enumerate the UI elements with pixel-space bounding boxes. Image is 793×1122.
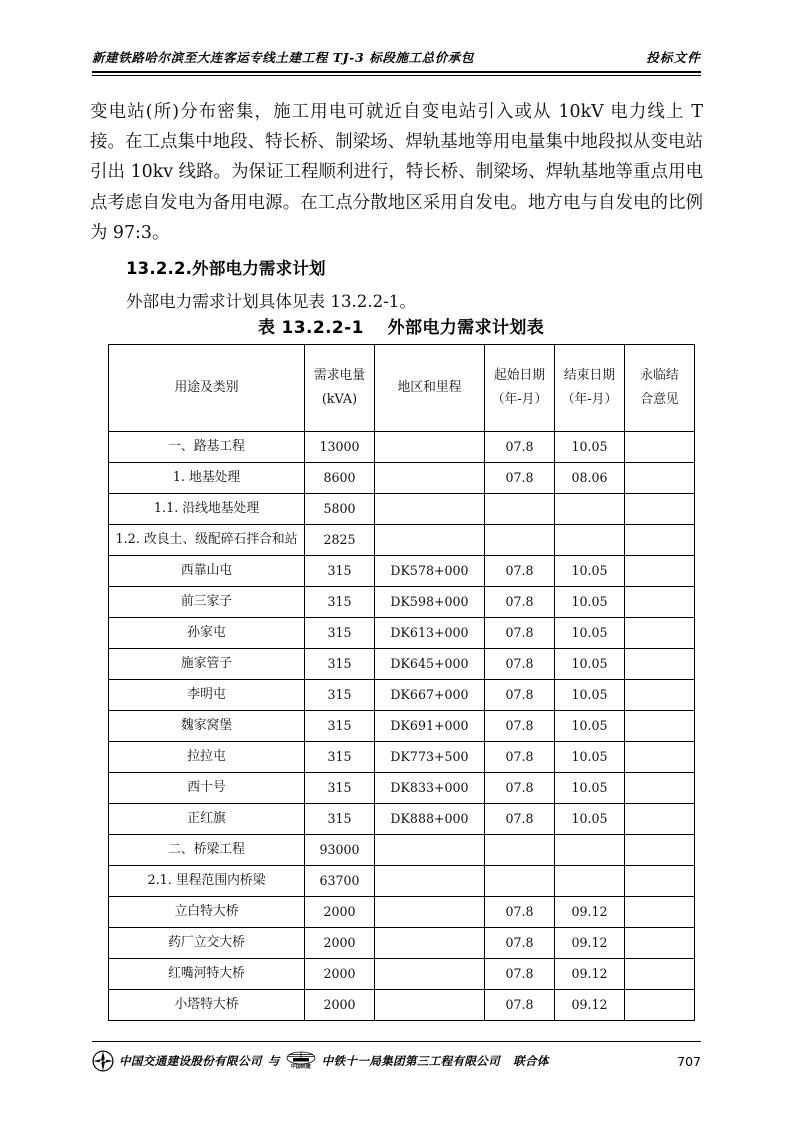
- cell-location: [375, 866, 485, 897]
- table-row: [109, 463, 695, 494]
- cell-end-date: 09.12: [555, 928, 625, 959]
- cell-permanent-note: [625, 432, 695, 463]
- table-row: [109, 959, 695, 990]
- table-row: [109, 525, 695, 556]
- cell-end-date: 10.05: [555, 742, 625, 773]
- cell-end-date: [555, 866, 625, 897]
- cell-end-date: 09.12: [555, 990, 625, 1021]
- cell-start-date: 07.8: [485, 711, 555, 742]
- cell-category: 西靠山屯: [109, 556, 305, 587]
- table-row: [109, 680, 695, 711]
- column-header-demand-line2: (kVA): [321, 392, 358, 407]
- cell-permanent-note: [625, 928, 695, 959]
- cell-category: 西十号: [109, 773, 305, 804]
- cell-permanent-note: [625, 587, 695, 618]
- table-caption: 表 13.2.2-1 外部电力需求计划表: [257, 318, 545, 338]
- cell-location: [375, 463, 485, 494]
- cell-start-date: [485, 525, 555, 556]
- cell-start-date: [485, 866, 555, 897]
- cell-location: [375, 525, 485, 556]
- cell-end-date: 10.05: [555, 432, 625, 463]
- cell-category: 魏家窝堡: [109, 711, 305, 742]
- cell-demand: 93000: [305, 835, 375, 866]
- column-header-location-line1: 地区和里程: [397, 379, 462, 395]
- cell-demand: 5800: [305, 494, 375, 525]
- cell-demand: 2000: [305, 897, 375, 928]
- cell-location: [375, 835, 485, 866]
- column-header-end-date-line1: 结束日期: [563, 367, 616, 383]
- cell-demand: 2000: [305, 959, 375, 990]
- cell-end-date: 10.05: [555, 773, 625, 804]
- cell-start-date: 07.8: [485, 804, 555, 835]
- table-row: [109, 866, 695, 897]
- cell-end-date: 10.05: [555, 556, 625, 587]
- table-row: [109, 432, 695, 463]
- column-header-start-date-line2: （年-月）: [491, 392, 548, 407]
- cell-start-date: [485, 494, 555, 525]
- cell-end-date: 10.05: [555, 618, 625, 649]
- cell-location: DK598+000: [375, 587, 485, 618]
- column-header-demand-line1: 需求电量: [313, 367, 366, 383]
- cell-start-date: 07.8: [485, 463, 555, 494]
- cell-end-date: 10.05: [555, 649, 625, 680]
- cell-demand: 315: [305, 773, 375, 804]
- cell-location: [375, 928, 485, 959]
- footer-conjunction: 与: [267, 1054, 280, 1068]
- cell-category: 孙家屯: [109, 618, 305, 649]
- footer-consortium: [92, 1050, 552, 1072]
- table-row: [109, 990, 695, 1021]
- header-project-title: 新建铁路哈尔滨至大连客运专线土建工程 TJ-3 标段施工总价承包: [92, 50, 475, 65]
- cell-demand: 315: [305, 742, 375, 773]
- cell-start-date: 07.8: [485, 959, 555, 990]
- footer-company-2: 中铁十一局集团第三工程有限公司: [321, 1054, 501, 1068]
- cell-category: 正红旗: [109, 804, 305, 835]
- page-header: [92, 48, 701, 66]
- cell-demand: 2000: [305, 990, 375, 1021]
- table-row: [109, 556, 695, 587]
- cell-start-date: 07.8: [485, 897, 555, 928]
- crcc-logo-caption: 中国铁建: [290, 1064, 311, 1071]
- column-header-permanent-note-line1: 永临结: [640, 367, 679, 383]
- cell-category: 1.2. 改良土、级配碎石拌合和站: [109, 525, 305, 556]
- cell-start-date: 07.8: [485, 928, 555, 959]
- body-paragraph: 变电站(所)分布密集，施工用电可就近自变电站引入或从 10kV 电力线上 T 接。在工点集中地段、特长桥、制梁场、焊轨基地等用电量集中地段拟从变电站引出 10kv 线路。为保证工程顺利进行，特长桥、制梁场、焊轨基地等重点用电点考虑自发电为备用电源。在工点分散地区采用自发电。地方电与自发电的比例为 97:3。: [90, 102, 703, 243]
- cell-category: 一、路基工程: [109, 432, 305, 463]
- table-body: [109, 432, 695, 1021]
- cell-start-date: [485, 835, 555, 866]
- column-header-category: [109, 345, 305, 432]
- cell-permanent-note: [625, 463, 695, 494]
- cell-start-date: 07.8: [485, 742, 555, 773]
- table-row: [109, 618, 695, 649]
- section-heading: 13.2.2.外部电力需求计划: [126, 259, 326, 278]
- cell-location: [375, 959, 485, 990]
- column-header-permanent-note: [625, 345, 695, 432]
- table-row: [109, 494, 695, 525]
- cell-category: 1.1. 沿线地基处理: [109, 494, 305, 525]
- cell-end-date: [555, 525, 625, 556]
- cell-start-date: 07.8: [485, 618, 555, 649]
- column-header-end-date-line2: （年-月）: [561, 392, 618, 407]
- column-header-demand: [305, 345, 375, 432]
- cell-start-date: 07.8: [485, 432, 555, 463]
- table-reference-line: 外部电力需求计划具体见表 13.2.2-1。: [126, 292, 416, 311]
- cell-demand: 315: [305, 587, 375, 618]
- table-row: [109, 835, 695, 866]
- cell-end-date: 08.06: [555, 463, 625, 494]
- table-header-row: [109, 345, 695, 432]
- crcc-logo-block: [286, 1051, 316, 1070]
- cell-permanent-note: [625, 773, 695, 804]
- cell-demand: 315: [305, 618, 375, 649]
- cell-demand: 315: [305, 556, 375, 587]
- cell-start-date: 07.8: [485, 587, 555, 618]
- cell-demand: 2000: [305, 928, 375, 959]
- cell-permanent-note: [625, 897, 695, 928]
- cell-permanent-note: [625, 556, 695, 587]
- cell-permanent-note: [625, 680, 695, 711]
- page-number: 707: [677, 1053, 701, 1069]
- cell-demand: 13000: [305, 432, 375, 463]
- cell-end-date: 10.05: [555, 587, 625, 618]
- cell-demand: 315: [305, 711, 375, 742]
- cell-permanent-note: [625, 959, 695, 990]
- cell-category: 立白特大桥: [109, 897, 305, 928]
- cell-location: DK833+000: [375, 773, 485, 804]
- cell-location: DK578+000: [375, 556, 485, 587]
- cell-permanent-note: [625, 525, 695, 556]
- cell-category: 小塔特大桥: [109, 990, 305, 1021]
- column-header-start-date: [485, 345, 555, 432]
- cell-category: 二、桥梁工程: [109, 835, 305, 866]
- cell-demand: 315: [305, 804, 375, 835]
- column-header-location: [375, 345, 485, 432]
- cell-end-date: 10.05: [555, 680, 625, 711]
- cccc-compass-logo-icon: [92, 1050, 114, 1072]
- cell-category: 1. 地基处理: [109, 463, 305, 494]
- cell-category: 2.1. 里程范围内桥梁: [109, 866, 305, 897]
- cell-category: 红嘴河特大桥: [109, 959, 305, 990]
- cell-start-date: 07.8: [485, 680, 555, 711]
- cell-permanent-note: [625, 835, 695, 866]
- cell-permanent-note: [625, 618, 695, 649]
- cell-end-date: [555, 835, 625, 866]
- cell-category: 拉拉屯: [109, 742, 305, 773]
- cell-end-date: 10.05: [555, 804, 625, 835]
- cell-location: DK645+000: [375, 649, 485, 680]
- table-row: [109, 711, 695, 742]
- cell-category: 李明屯: [109, 680, 305, 711]
- cell-location: [375, 897, 485, 928]
- header-document-type: 投标文件: [646, 50, 701, 65]
- cell-permanent-note: [625, 711, 695, 742]
- cell-category: 药厂立交大桥: [109, 928, 305, 959]
- cell-end-date: 10.05: [555, 711, 625, 742]
- cell-demand: 63700: [305, 866, 375, 897]
- column-header-permanent-note-line2: 合意见: [640, 392, 679, 407]
- cell-location: DK773+500: [375, 742, 485, 773]
- cell-demand: 2825: [305, 525, 375, 556]
- cell-location: DK888+000: [375, 804, 485, 835]
- power-demand-table: [108, 344, 695, 1021]
- cell-demand: 8600: [305, 463, 375, 494]
- column-header-start-date-line1: 起始日期: [493, 367, 546, 383]
- footer-divider-rule: [92, 1041, 701, 1042]
- table-row: [109, 804, 695, 835]
- cell-permanent-note: [625, 990, 695, 1021]
- cell-permanent-note: [625, 804, 695, 835]
- cell-end-date: 09.12: [555, 959, 625, 990]
- cell-location: DK613+000: [375, 618, 485, 649]
- column-header-category-line1: 用途及类别: [174, 379, 239, 395]
- cell-location: DK691+000: [375, 711, 485, 742]
- cell-demand: 315: [305, 649, 375, 680]
- cell-location: [375, 494, 485, 525]
- table-row: [109, 649, 695, 680]
- cell-location: DK667+000: [375, 680, 485, 711]
- cell-permanent-note: [625, 742, 695, 773]
- table-row: [109, 897, 695, 928]
- footer-company-1: 中国交通建设股份有限公司: [119, 1054, 262, 1068]
- cell-start-date: 07.8: [485, 773, 555, 804]
- cell-location: [375, 432, 485, 463]
- header-divider-rule: [92, 71, 701, 76]
- table-row: [109, 928, 695, 959]
- cell-category: 施家管子: [109, 649, 305, 680]
- cell-end-date: 09.12: [555, 897, 625, 928]
- footer-suffix: 联合体: [513, 1054, 549, 1068]
- table-row: [109, 742, 695, 773]
- cell-demand: 315: [305, 680, 375, 711]
- cell-permanent-note: [625, 649, 695, 680]
- table-row: [109, 773, 695, 804]
- column-header-end-date: [555, 345, 625, 432]
- cell-end-date: [555, 494, 625, 525]
- cell-permanent-note: [625, 494, 695, 525]
- cell-start-date: 07.8: [485, 990, 555, 1021]
- cell-location: [375, 990, 485, 1021]
- cell-category: 前三家子: [109, 587, 305, 618]
- table-row: [109, 587, 695, 618]
- cell-start-date: 07.8: [485, 649, 555, 680]
- page-footer: [92, 1050, 701, 1072]
- cell-permanent-note: [625, 866, 695, 897]
- cell-start-date: 07.8: [485, 556, 555, 587]
